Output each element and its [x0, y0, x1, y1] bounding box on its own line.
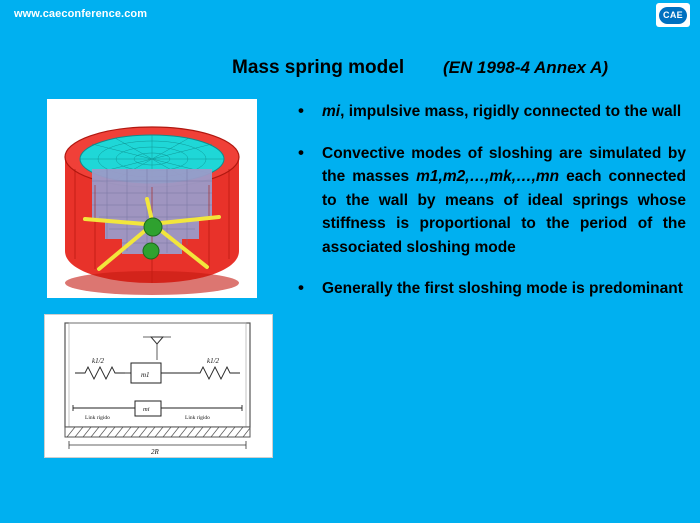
bullet-list: [296, 100, 686, 301]
tank-3d-figure: [47, 99, 257, 298]
label-diameter: 2R: [151, 448, 159, 455]
cae-logo-text: CAE: [659, 7, 687, 24]
bullet-first-mode: [296, 277, 686, 301]
label-mass-convective: m1: [141, 371, 150, 379]
label-spring-left: k1/2: [92, 357, 105, 365]
page-title: Mass spring model: [232, 57, 405, 78]
mass-spring-schematic-illustration: [45, 315, 270, 455]
bullet-impulsive-mass: [296, 100, 686, 124]
mass-spring-schematic-figure: [44, 314, 273, 458]
bullet-convective-modes-text-2: each connected to the wall by means of ideal springs whose stiffness is proportional to the period of the associated sloshing mode: [322, 168, 686, 256]
bullet-impulsive-mass-text: , impulsive mass, rigidly connected to the wall: [340, 103, 682, 120]
site-url-text: www.caeconference.com: [14, 8, 148, 20]
tank-3d-illustration: [47, 99, 257, 298]
standard-reference: (EN 1998-4 Annex A): [443, 58, 609, 77]
bullet-impulsive-mass-symbol: mi: [322, 103, 341, 120]
cae-logo: [656, 3, 690, 27]
bullet-convective-modes: [296, 142, 686, 260]
bullet-convective-modes-symbols: m1,m2,…,mk,…,mn: [416, 168, 560, 186]
label-mass-impulsive: mi: [143, 406, 150, 413]
label-link-left: Link rigido: [85, 415, 110, 421]
label-link-right: Link rigido: [185, 415, 210, 421]
bullet-first-mode-text: Generally the first sloshing mode is predominant: [322, 280, 683, 298]
label-spring-right: k1/2: [207, 357, 220, 365]
bullet-convective-modes-text-1: Convective modes of sloshing are simulated by the masses: [322, 144, 686, 186]
